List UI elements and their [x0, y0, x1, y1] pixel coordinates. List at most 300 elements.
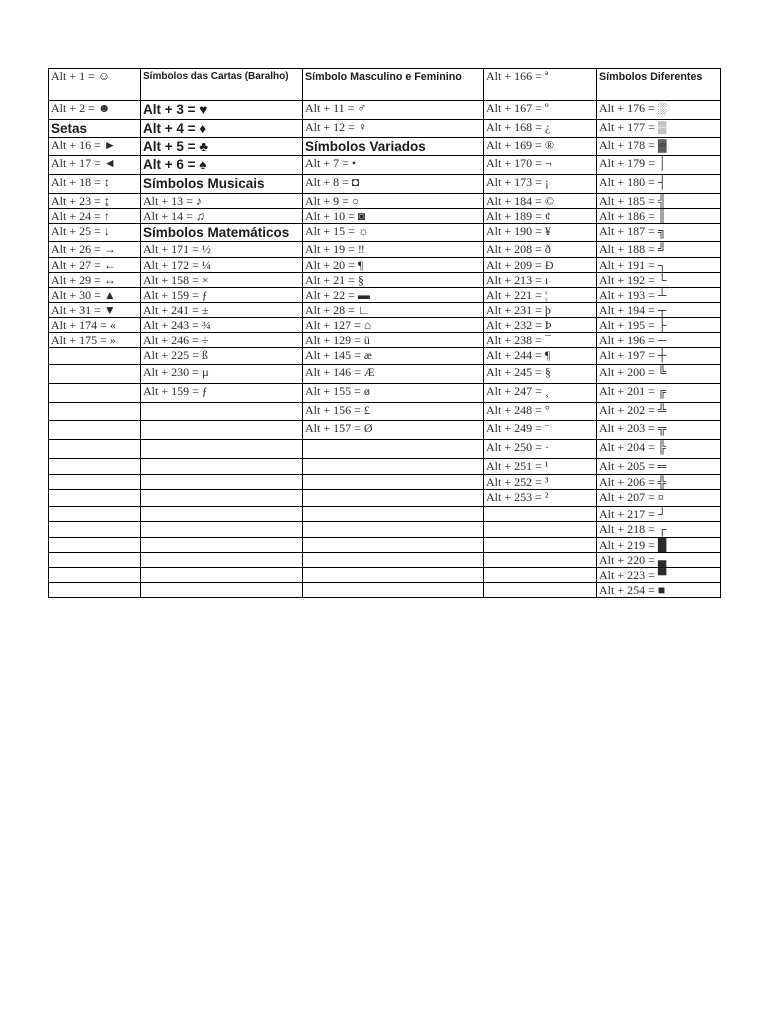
alt-code-entry: Alt + 10 = ◙ [305, 209, 366, 223]
table-cell [49, 348, 141, 365]
table-cell [49, 507, 141, 522]
table-cell [49, 175, 141, 194]
alt-code-entry: Alt + 249 = ¨ [486, 421, 549, 435]
alt-code-entry: Alt + 221 = ¦ [486, 288, 548, 302]
table-row [49, 440, 721, 459]
table-cell [49, 333, 141, 348]
alt-code-entry: Alt + 178 = ▓ [599, 138, 667, 152]
table-row [49, 348, 721, 365]
empty-cell [141, 403, 302, 420]
table-cell [484, 209, 597, 224]
alt-code-entry: Alt + 201 = ╔ [599, 384, 667, 398]
table-cell [49, 209, 141, 224]
table-cell [303, 568, 484, 583]
alt-code-entry: Alt + 169 = ® [486, 138, 554, 152]
alt-code-entry: Alt + 12 = ♀ [305, 120, 367, 134]
table-cell [49, 583, 141, 598]
table-cell [49, 101, 141, 120]
table-cell [484, 69, 597, 101]
empty-cell [303, 553, 483, 567]
table-cell [597, 384, 721, 403]
alt-code-entry: Alt + 145 = æ [305, 348, 372, 362]
alt-code-entry: Alt + 17 = ◄ [51, 156, 116, 170]
alt-code-entry: Alt + 225 = ß [143, 348, 208, 362]
table-cell [49, 69, 141, 101]
table-row [49, 583, 721, 598]
table-cell [303, 490, 484, 507]
alt-code-entry: Alt + 170 = ¬ [486, 156, 552, 170]
table-cell [597, 553, 721, 568]
alt-code-entry: Alt + 146 = Æ [305, 365, 375, 379]
table-cell [484, 303, 597, 318]
table-cell [484, 138, 597, 156]
alt-code-entry: Alt + 30 = ▲ [51, 288, 116, 302]
alt-code-entry: Alt + 16 = ► [51, 138, 116, 152]
table-row [49, 490, 721, 507]
alt-code-entry: Alt + 129 = ü [305, 333, 370, 347]
table-body [49, 69, 721, 598]
alt-code-entry: Alt + 230 = µ [143, 365, 209, 379]
alt-code-entry: Alt + 23 = ↨ [51, 194, 110, 208]
table-cell [597, 421, 721, 440]
alt-code-entry: Alt + 175 = » [51, 333, 116, 347]
table-cell [303, 459, 484, 475]
table-cell [49, 568, 141, 583]
alt-code-entry: Alt + 20 = ¶ [305, 258, 364, 272]
table-cell [597, 475, 721, 490]
table-cell [303, 258, 484, 273]
empty-cell [49, 348, 140, 364]
table-cell [597, 273, 721, 288]
empty-cell [141, 553, 302, 567]
empty-cell [141, 507, 302, 521]
alt-code-entry: Alt + 22 = ▬ [305, 288, 370, 302]
alt-code-entry: Alt + 158 = × [143, 273, 209, 287]
table-cell [303, 365, 484, 384]
table-cell [597, 288, 721, 303]
table-row [49, 568, 721, 583]
table-cell [303, 421, 484, 440]
table-cell [141, 421, 303, 440]
table-cell [49, 303, 141, 318]
table-cell [484, 403, 597, 421]
alt-code-entry: Alt + 253 = ² [486, 490, 549, 504]
table-row [49, 156, 721, 175]
table-row [49, 403, 721, 421]
table-cell [597, 224, 721, 242]
table-cell [303, 209, 484, 224]
table-cell [484, 421, 597, 440]
table-cell [484, 553, 597, 568]
table-cell [597, 348, 721, 365]
table-row [49, 507, 721, 522]
table-cell [49, 258, 141, 273]
alt-code-entry: Alt + 171 = ½ [143, 242, 211, 256]
table-cell [141, 459, 303, 475]
section-heading: Setas [51, 121, 88, 136]
empty-cell [141, 490, 302, 506]
alt-code-entry: Alt + 21 = § [305, 273, 364, 287]
table-cell [141, 224, 303, 242]
table-cell [141, 209, 303, 224]
alt-code-entry: Alt + 205 = ═ [599, 459, 667, 473]
table-row [49, 475, 721, 490]
table-cell [141, 538, 303, 553]
alt-code-entry: Alt + 217 = ┘ [599, 507, 667, 521]
table-cell [484, 440, 597, 459]
table-cell [484, 459, 597, 475]
alt-code-entry: Alt + 3 = ♥ [143, 102, 208, 117]
table-cell [484, 384, 597, 403]
table-cell [484, 258, 597, 273]
alt-code-entry: Alt + 207 = ¤ [599, 490, 664, 504]
table-cell [141, 258, 303, 273]
alt-code-entry: Alt + 176 = ░ [599, 101, 667, 115]
empty-cell [303, 538, 483, 552]
alt-code-entry: Alt + 11 = ♂ [305, 101, 367, 115]
table-row [49, 288, 721, 303]
table-cell [597, 440, 721, 459]
alt-code-entry: Alt + 15 = ☼ [305, 224, 369, 238]
table-cell [597, 507, 721, 522]
table-cell [597, 242, 721, 258]
alt-code-entry: Alt + 193 = ┴ [599, 288, 667, 302]
table-cell [141, 568, 303, 583]
table-cell [49, 403, 141, 421]
alt-code-entry: Alt + 1 = ☺ [51, 69, 111, 83]
empty-cell [141, 421, 302, 439]
table-cell [141, 318, 303, 333]
alt-code-entry: Alt + 243 = ¾ [143, 318, 211, 332]
alt-code-entry: Alt + 251 = ¹ [486, 459, 549, 473]
alt-code-entry: Alt + 7 = • [305, 156, 357, 170]
table-cell [141, 156, 303, 175]
table-cell [597, 194, 721, 209]
table-cell [141, 490, 303, 507]
table-cell [49, 459, 141, 475]
empty-cell [141, 475, 302, 489]
alt-code-entry: Alt + 127 = ⌂ [305, 318, 372, 332]
alt-code-entry: Alt + 190 = ¥ [486, 224, 551, 238]
table-cell [597, 365, 721, 384]
table-cell [49, 475, 141, 490]
table-row [49, 69, 721, 101]
section-heading: Símbolos Diferentes [599, 71, 703, 83]
table-row [49, 120, 721, 138]
table-row [49, 101, 721, 120]
alt-code-entry: Alt + 203 = ╦ [599, 421, 667, 435]
table-cell [303, 224, 484, 242]
alt-code-entry: Alt + 14 = ♫ [143, 209, 205, 223]
alt-code-entry: Alt + 245 = § [486, 365, 551, 379]
table-cell [597, 333, 721, 348]
table-cell [141, 333, 303, 348]
empty-cell [141, 583, 302, 597]
section-heading: Símbolos das Cartas (Baralho) [143, 71, 289, 82]
alt-code-entry: Alt + 27 = ← [51, 258, 116, 272]
alt-code-entry: Alt + 220 = ▄ [599, 553, 667, 567]
table-cell [141, 440, 303, 459]
table-cell [49, 318, 141, 333]
alt-code-entry: Alt + 157 = Ø [305, 421, 373, 435]
table-cell [484, 365, 597, 384]
table-cell [597, 522, 721, 538]
empty-cell [484, 568, 596, 582]
table-cell [303, 303, 484, 318]
table-cell [141, 348, 303, 365]
table-cell [597, 583, 721, 598]
alt-code-entry: Alt + 254 = ■ [599, 583, 666, 597]
empty-cell [141, 568, 302, 582]
table-cell [597, 258, 721, 273]
empty-cell [303, 522, 483, 537]
empty-cell [141, 459, 302, 474]
alt-code-entry: Alt + 197 = ┼ [599, 348, 667, 362]
table-cell [141, 553, 303, 568]
table-cell [597, 318, 721, 333]
alt-code-entry: Alt + 29 = ↔ [51, 273, 116, 287]
alt-code-entry: Alt + 248 = ° [486, 403, 550, 417]
table-row [49, 384, 721, 403]
alt-code-entry: Alt + 2 = ☻ [51, 101, 111, 115]
alt-code-entry: Alt + 179 = │ [599, 156, 667, 170]
table-cell [484, 568, 597, 583]
table-row [49, 224, 721, 242]
table-row [49, 333, 721, 348]
empty-cell [484, 507, 596, 521]
alt-code-entry: Alt + 28 = ∟ [305, 303, 370, 317]
alt-code-entry: Alt + 159 = ƒ [143, 288, 208, 302]
table-cell [484, 583, 597, 598]
alt-code-entry: Alt + 209 = Ð [486, 258, 554, 272]
alt-code-entry: Alt + 194 = ┬ [599, 303, 667, 317]
table-cell [49, 138, 141, 156]
alt-code-entry: Alt + 186 = ║ [599, 209, 667, 223]
alt-code-entry: Alt + 200 = ╚ [599, 365, 667, 379]
table-cell [49, 490, 141, 507]
table-cell [303, 384, 484, 403]
alt-code-entry: Alt + 8 = ◘ [305, 175, 360, 189]
table-cell [597, 209, 721, 224]
empty-cell [49, 507, 140, 521]
table-cell [49, 194, 141, 209]
table-row [49, 194, 721, 209]
table-cell [484, 288, 597, 303]
table-cell [49, 120, 141, 138]
table-cell [597, 538, 721, 553]
table-cell [597, 138, 721, 156]
empty-cell [303, 440, 483, 458]
table-cell [141, 475, 303, 490]
alt-code-entry: Alt + 5 = ♣ [143, 139, 209, 154]
alt-code-entry: Alt + 213 = ı [486, 273, 549, 287]
table-row [49, 553, 721, 568]
table-cell [303, 475, 484, 490]
alt-code-entry: Alt + 247 = ¸ [486, 384, 549, 398]
alt-code-entry: Alt + 18 = ↕ [51, 175, 110, 189]
empty-cell [141, 440, 302, 458]
section-heading: Símbolos Musicais [143, 176, 265, 191]
alt-code-entry: Alt + 246 = ÷ [143, 333, 209, 347]
table-cell [303, 156, 484, 175]
table-cell [484, 194, 597, 209]
alt-code-entry: Alt + 25 = ↓ [51, 224, 110, 238]
empty-cell [49, 522, 140, 537]
table-cell [484, 120, 597, 138]
table-row [49, 138, 721, 156]
table-cell [49, 522, 141, 538]
empty-cell [49, 384, 140, 402]
empty-cell [49, 403, 140, 420]
table-cell [303, 348, 484, 365]
table-cell [303, 69, 484, 101]
section-heading: Símbolo Masculino e Feminino [305, 71, 462, 83]
alt-code-entry: Alt + 196 = ─ [599, 333, 667, 347]
table-cell [303, 318, 484, 333]
table-cell [49, 242, 141, 258]
empty-cell [484, 553, 596, 567]
table-cell [484, 348, 597, 365]
table-cell [49, 553, 141, 568]
alt-code-entry: Alt + 4 = ♦ [143, 121, 207, 136]
table-cell [49, 384, 141, 403]
table-cell [141, 403, 303, 421]
table-cell [141, 120, 303, 138]
alt-code-entry: Alt + 191 = ┐ [599, 258, 667, 272]
alt-code-entry: Alt + 31 = ▼ [51, 303, 116, 317]
table-row [49, 273, 721, 288]
alt-code-entry: Alt + 13 = ♪ [143, 194, 202, 208]
table-cell [484, 475, 597, 490]
table-cell [484, 101, 597, 120]
table-cell [303, 583, 484, 598]
alt-code-entry: Alt + 187 = ╗ [599, 224, 667, 238]
table-cell [303, 273, 484, 288]
table-cell [597, 403, 721, 421]
table-cell [597, 120, 721, 138]
table-cell [141, 507, 303, 522]
table-cell [484, 538, 597, 553]
table-row [49, 175, 721, 194]
empty-cell [49, 475, 140, 489]
table-cell [597, 459, 721, 475]
empty-cell [303, 459, 483, 474]
table-cell [484, 156, 597, 175]
empty-cell [303, 475, 483, 489]
table-cell [141, 69, 303, 101]
table-cell [597, 101, 721, 120]
empty-cell [49, 421, 140, 439]
empty-cell [141, 538, 302, 552]
table-cell [597, 69, 721, 101]
table-cell [484, 224, 597, 242]
empty-cell [303, 568, 483, 582]
table-row [49, 365, 721, 384]
alt-code-entry: Alt + 223 = ▀ [599, 568, 667, 582]
table-cell [484, 522, 597, 538]
table-cell [303, 175, 484, 194]
alt-code-entry: Alt + 195 = ├ [599, 318, 667, 332]
table-cell [141, 303, 303, 318]
table-cell [484, 273, 597, 288]
alt-code-entry: Alt + 206 = ╬ [599, 475, 667, 489]
table-row [49, 421, 721, 440]
empty-cell [49, 490, 140, 506]
alt-code-entry: Alt + 167 = º [486, 101, 549, 115]
table-cell [484, 242, 597, 258]
alt-code-entry: Alt + 232 = Þ [486, 318, 552, 332]
empty-cell [49, 568, 140, 582]
table-cell [303, 120, 484, 138]
table-cell [141, 365, 303, 384]
table-cell [303, 194, 484, 209]
table-cell [49, 538, 141, 553]
table-cell [49, 273, 141, 288]
table-cell [484, 333, 597, 348]
table-row [49, 258, 721, 273]
alt-code-entry: Alt + 173 = ¡ [486, 175, 549, 189]
alt-code-entry: Alt + 19 = ‼ [305, 242, 365, 256]
table-row [49, 459, 721, 475]
empty-cell [303, 583, 483, 597]
table-cell [49, 421, 141, 440]
table-row [49, 318, 721, 333]
table-cell [141, 522, 303, 538]
table-cell [141, 288, 303, 303]
table-row [49, 522, 721, 538]
empty-cell [49, 538, 140, 552]
table-cell [303, 507, 484, 522]
alt-code-entry: Alt + 180 = ┤ [599, 175, 667, 189]
table-cell [303, 522, 484, 538]
table-cell [141, 583, 303, 598]
alt-code-entry: Alt + 250 = · [486, 440, 549, 454]
table-cell [141, 175, 303, 194]
empty-cell [303, 490, 483, 506]
empty-cell [141, 522, 302, 537]
alt-code-entry: Alt + 244 = ¶ [486, 348, 551, 362]
alt-code-entry: Alt + 168 = ¿ [486, 120, 551, 134]
alt-code-entry: Alt + 241 = ± [143, 303, 209, 317]
empty-cell [484, 522, 596, 537]
table-cell [303, 440, 484, 459]
alt-code-entry: Alt + 238 = ¯ [486, 333, 551, 347]
alt-code-entry: Alt + 159 = ƒ [143, 384, 208, 398]
empty-cell [484, 583, 596, 597]
table-cell [597, 490, 721, 507]
table-cell [303, 333, 484, 348]
table-cell [303, 553, 484, 568]
empty-cell [49, 583, 140, 597]
table-cell [141, 273, 303, 288]
table-cell [141, 194, 303, 209]
table-cell [484, 507, 597, 522]
alt-code-entry: Alt + 174 = « [51, 318, 116, 332]
empty-cell [303, 507, 483, 521]
alt-code-entry: Alt + 9 = ○ [305, 194, 360, 208]
alt-code-entry: Alt + 172 = ¼ [143, 258, 211, 272]
empty-cell [484, 538, 596, 552]
alt-code-entry: Alt + 26 = → [51, 242, 116, 256]
table-cell [597, 156, 721, 175]
alt-code-entry: Alt + 219 = █ [599, 538, 667, 552]
alt-code-entry: Alt + 166 = ª [486, 69, 549, 83]
table-cell [141, 384, 303, 403]
table-cell [303, 288, 484, 303]
alt-code-entry: Alt + 202 = ╩ [599, 403, 667, 417]
alt-code-entry: Alt + 177 = ▒ [599, 120, 667, 134]
table-cell [303, 403, 484, 421]
